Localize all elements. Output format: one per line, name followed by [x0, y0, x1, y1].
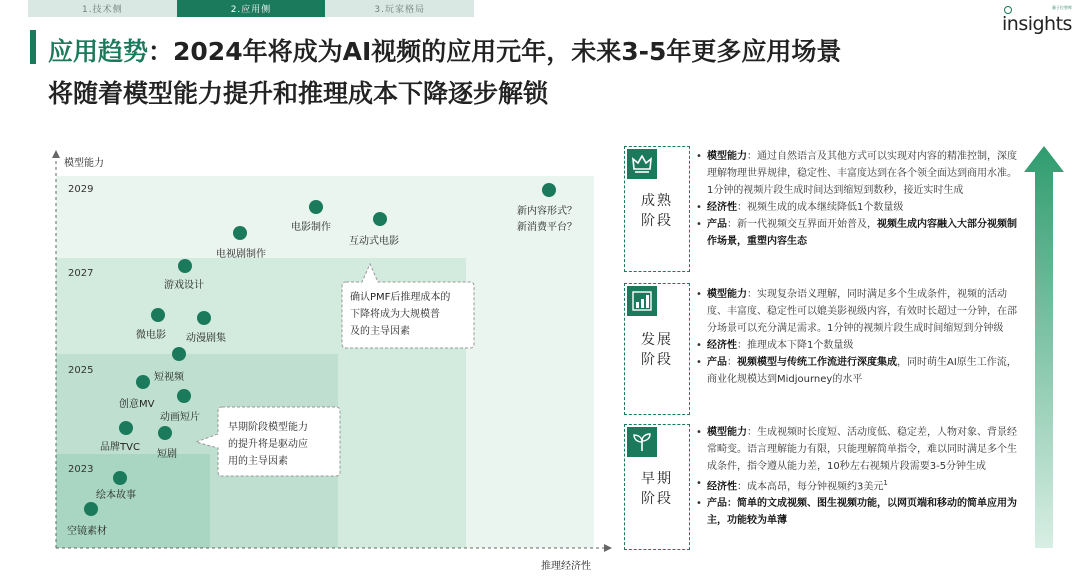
- bullet-key: 经济性: [707, 481, 737, 493]
- point-label: 电视剧制作: [216, 249, 266, 260]
- point-marker: [113, 471, 127, 485]
- stage-name-line2: 阶段: [641, 213, 673, 229]
- bullet-economics: [694, 199, 1020, 216]
- stage-details-growth: [694, 286, 1020, 388]
- bullet-product: • 产品：视频模型与传统工作流进行深度集成，同时萌生AI原生工作流，商业化规模达到Midjourney的水平: [694, 354, 1020, 388]
- bullet-text: ：新一代视频交互界面开始普及，: [727, 219, 877, 230]
- title-line2: 将随着模型能力提升和推理成本下降逐步解锁: [48, 79, 549, 108]
- x-axis-arrow-icon: [604, 544, 612, 552]
- point-marker: [309, 200, 323, 214]
- bullet-economics: [694, 337, 1020, 354]
- stage-box-mature: [624, 146, 690, 272]
- stage-details-mature: [694, 148, 1020, 250]
- bullet-bold: 视频生成内容融入大部分视频制作场景，重塑内容生态: [707, 219, 1017, 247]
- bullet-text: ：视频生成的成本继续降低1个数量级: [737, 202, 904, 213]
- stage-details-early: [694, 424, 1020, 529]
- stage-name-line1: 发展: [641, 332, 673, 348]
- point-label: 微电影: [136, 330, 166, 341]
- bullet-economics: [694, 475, 1020, 495]
- stage-label-2029: 2029: [68, 184, 94, 195]
- bullet-text: ：成本高昂，每分钟视频约3美元: [737, 481, 884, 493]
- callout-line: 及的主导因素: [350, 326, 410, 337]
- stage-name-line2: 阶段: [641, 352, 673, 368]
- stage-label-2025: 2025: [68, 365, 94, 376]
- logo-subtitle: 量子位智库: [1052, 5, 1072, 10]
- callout-line: 早期阶段模型能力: [228, 422, 308, 433]
- stage-box-growth: [624, 283, 690, 415]
- bullet-product: [694, 495, 1020, 529]
- logo-word: insights: [1002, 13, 1072, 35]
- title-line1: ：2024年将成为AI视频的应用元年，未来3-5年更多应用场景: [148, 37, 842, 66]
- tab-players[interactable]: 3.玩家格局: [325, 0, 474, 17]
- point-marker: [172, 347, 186, 361]
- point-label: 动画短片: [160, 412, 200, 423]
- point-marker: [373, 212, 387, 226]
- point-label-line1: 新内容形式？: [517, 206, 577, 217]
- point-label: 游戏设计: [164, 280, 204, 291]
- callout-line: 确认PMF后推理成本的: [350, 292, 451, 303]
- bullet-capability: [694, 286, 1020, 337]
- bullet-key: 经济性: [707, 340, 737, 351]
- callout-line: 用的主导因素: [228, 456, 288, 467]
- tab-application[interactable]: 2.应用侧: [177, 0, 326, 17]
- bar-chart-icon: [627, 286, 657, 316]
- point-label-line2: 新消费平台？: [517, 222, 577, 233]
- point-marker: [197, 311, 211, 325]
- point-label: 品牌TVC: [100, 442, 140, 453]
- stage-name-line2: 阶段: [641, 491, 673, 507]
- stage-label-2027: 2027: [68, 268, 94, 279]
- point-marker: [542, 183, 556, 197]
- point-marker: [233, 226, 247, 240]
- point-marker: [136, 375, 150, 389]
- bullet-key: 模型能力: [707, 151, 747, 162]
- bullet-text: ，同时萌生AI原生工作流，商业化规模达到Midjourney的水平: [707, 357, 1017, 385]
- bullet-capability: [694, 148, 1020, 199]
- stage-name-line1: 成熟: [641, 193, 673, 209]
- point-label: 创意MV: [119, 399, 155, 410]
- bullet-key: 产品: [707, 219, 727, 230]
- point-marker: [177, 389, 191, 403]
- footnote-marker[interactable]: 1: [883, 479, 888, 487]
- bullet-key: 模型能力: [707, 289, 747, 300]
- sprout-icon: [627, 427, 657, 457]
- point-label: 空镜素材: [67, 526, 107, 537]
- bullet-product: [694, 216, 1020, 250]
- bullet-text: ：实现复杂语义理解，同时满足多个生成条件，视频的活动度、丰富度、稳定性可以媲美影视级内容，有效时长超过一分钟，在部分场景可以充分满足需求。1分钟的视频片段生成时间缩短到分钟级: [707, 289, 1017, 334]
- point-marker: [158, 426, 172, 440]
- y-axis-label: 模型能力: [64, 158, 104, 169]
- point-label: 短剧: [157, 449, 177, 460]
- point-marker: [151, 308, 165, 322]
- point-label: 互动式电影: [349, 236, 399, 247]
- bullet-key: 产品: [707, 498, 727, 510]
- stage-box-early: [624, 424, 690, 550]
- bullet-text: ：生成视频时长度短、活动度低、稳定差，人物对象、背景经常畸变。语言理解能力有限，只能理解简单指令，难以同时满足多个生成条件，指令遵从能力差，10秒左右视频片段需要3-5分钟生成: [707, 427, 1017, 472]
- crown-icon: [627, 149, 657, 179]
- bullet-capability: [694, 424, 1020, 475]
- bullet-text: ：推理成本下降1个数量级: [737, 340, 854, 351]
- stage-name-line1: 早期: [641, 471, 673, 487]
- bullet-bold: 视频模型与传统工作流进行深度集成: [737, 357, 897, 368]
- point-label: 绘本故事: [96, 490, 136, 501]
- point-marker: [119, 421, 133, 435]
- tab-tech[interactable]: 1.技术侧: [28, 0, 177, 17]
- point-label: 电影制作: [291, 222, 331, 233]
- progress-arrow-icon: [1024, 146, 1064, 548]
- bullet-key: 模型能力: [707, 427, 747, 438]
- x-axis-label: 推理经济性: [541, 561, 591, 572]
- callout-line: 下降将成为大规模普: [350, 309, 440, 320]
- stage-label-2023: 2023: [68, 464, 94, 475]
- point-label: 动漫剧集: [186, 333, 226, 344]
- y-axis-arrow-icon: [52, 150, 60, 158]
- bullet-key: 产品: [707, 357, 727, 368]
- point-label: 短视频: [154, 372, 184, 383]
- bullet-text: ：通过自然语言及其他方式可以实现对内容的精准控制，深度理解物理世界规律，稳定性、丰富度达到在各个领全面达到商用水准。1分钟的视频片段生成时间达到缩短到数秒，接近实时生成: [707, 151, 1017, 196]
- point-marker: [178, 259, 192, 273]
- title-accent: 应用趋势: [48, 37, 149, 66]
- bullet-bold: ：简单的文成视频、图生视频功能，以网页端和移动的简单应用为主，功能较为单薄: [707, 498, 1017, 527]
- point-marker: [84, 502, 98, 516]
- bullet-key: 经济性: [707, 202, 737, 213]
- callout-line: 的提升将是驱动应: [228, 439, 308, 450]
